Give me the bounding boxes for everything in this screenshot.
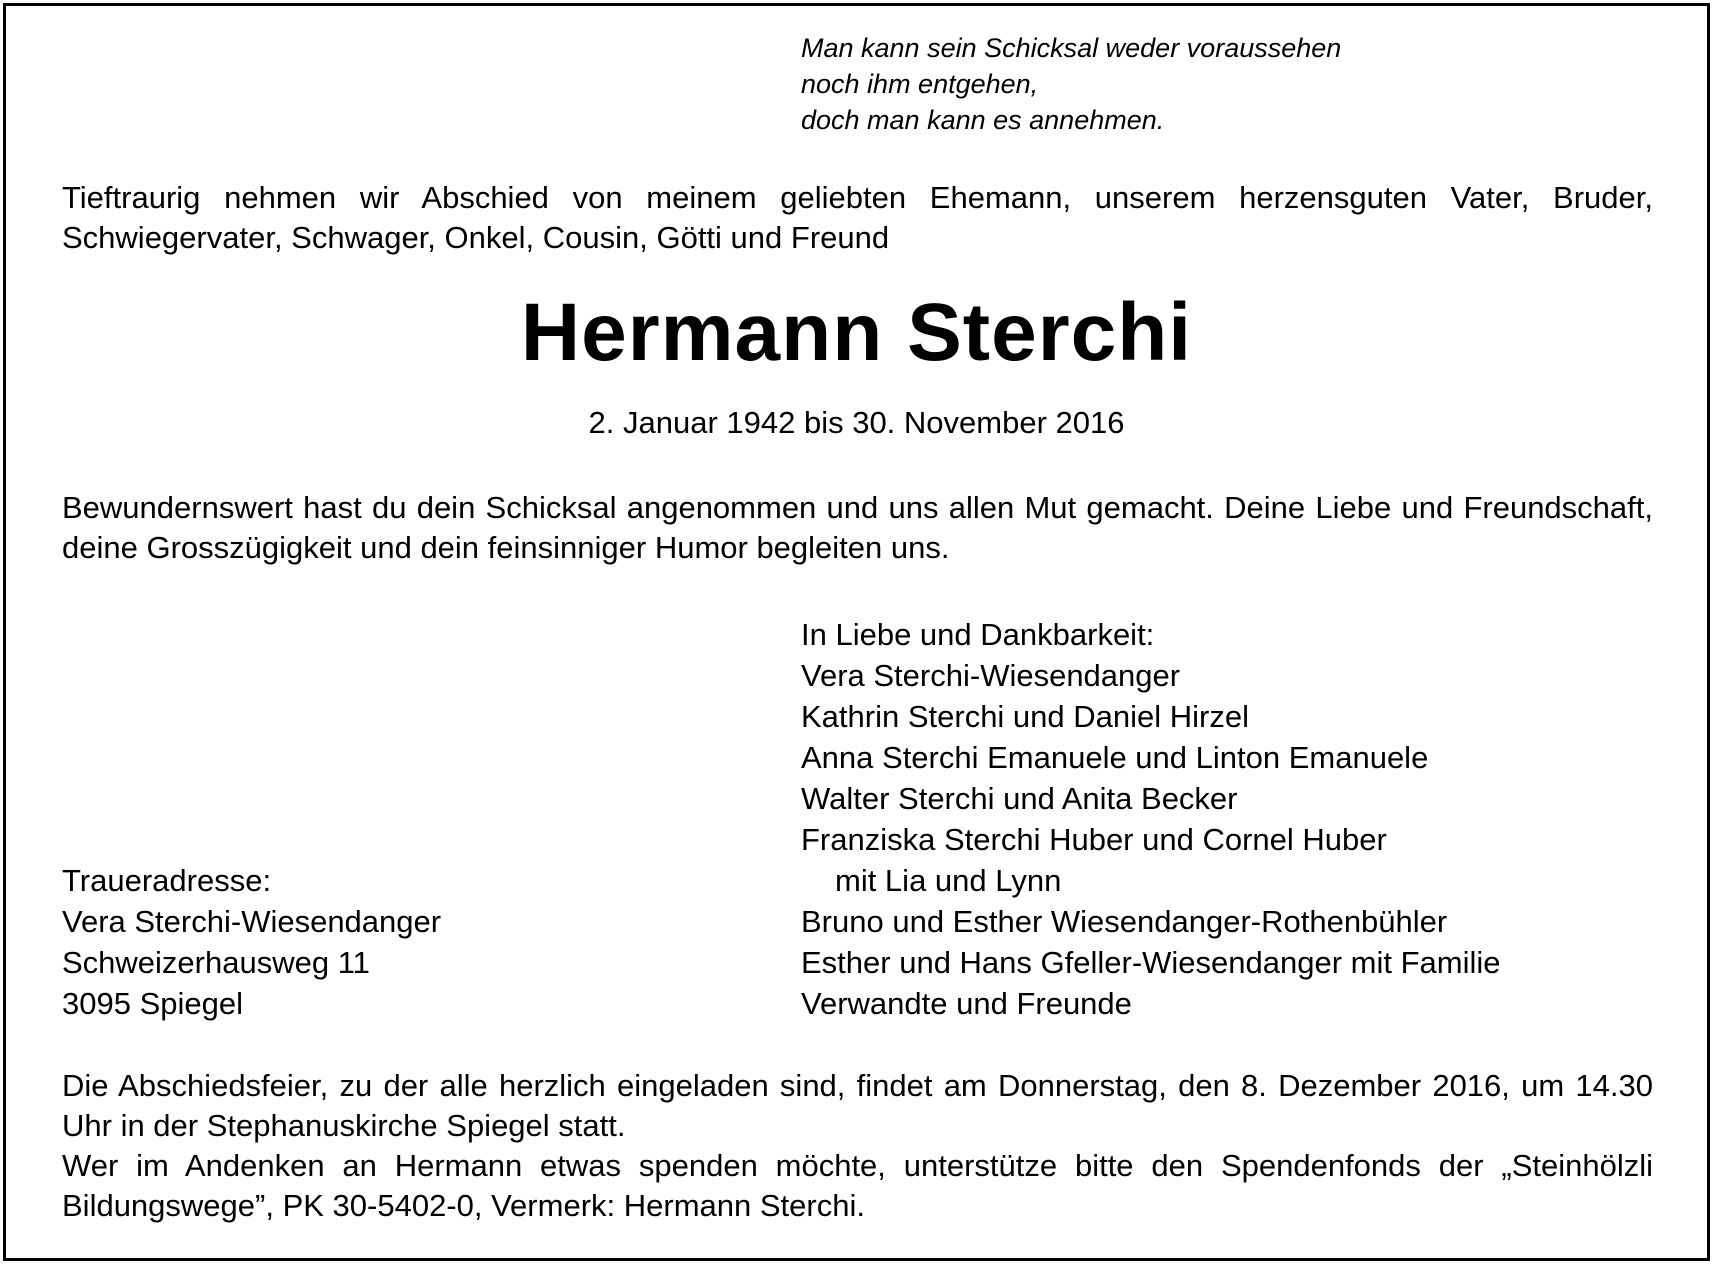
mourner-line: Walter Sterchi und Anita Becker <box>801 781 1238 816</box>
mourners-heading: In Liebe und Dankbarkeit: <box>801 617 1155 652</box>
donation-text: Wer im Andenken an Hermann etwas spenden möchte, unterstütze bitte den Spendenfonds der „Steinhölzli Bildungswege”, PK 30-5402-0, Vermerk: Hermann Sterchi. <box>62 1148 1653 1223</box>
ceremony-text: Die Abschiedsfeier, zu der alle herzlich eingeladen sind, findet am Donnerstag, den 8. Dezember 2016, um 14.30 Uhr in der Stephanuskirche Spiegel statt. <box>62 1068 1653 1143</box>
mourner-line: Franziska Sterchi Huber und Cornel Huber <box>801 822 1387 857</box>
address-city: 3095 Spiegel <box>62 986 243 1021</box>
motto-line: Man kann sein Schicksal weder voraussehen <box>801 33 1342 63</box>
life-dates: 2. Januar 1942 bis 30. November 2016 <box>588 405 1125 440</box>
mourning-address <box>62 860 441 1024</box>
mourner-line: Verwandte und Freunde <box>801 986 1132 1021</box>
motto-line: doch man kann es annehmen. <box>801 105 1165 135</box>
mourner-line: Esther und Hans Gfeller-Wiesendanger mit Familie <box>801 945 1501 980</box>
intro-text: Tieftraurig nehmen wir Abschied von meinem geliebten Ehemann, unserem herzensguten Vater, Bruder, Schwiegervater, Schwager, Onkel, Cousin, Götti und Freund <box>62 180 1653 255</box>
deceased-name: Hermann Sterchi <box>520 287 1193 378</box>
service-info <box>62 1066 1653 1226</box>
motto-quote <box>801 30 1341 138</box>
mourner-line: Bruno und Esther Wiesendanger-Rothenbühler <box>801 904 1448 939</box>
mourner-line: Anna Sterchi Emanuele und Linton Emanuele <box>801 740 1429 775</box>
motto-line: noch ihm entgehen, <box>801 69 1039 99</box>
mourner-line: mit Lia und Lynn <box>835 863 1062 898</box>
address-heading: Traueradresse: <box>62 863 272 898</box>
tribute-text: Bewundernswert hast du dein Schicksal angenommen und uns allen Mut gemacht. Deine Liebe und Freundschaft, deine Grosszügigkeit und dein feinsinniger Humor begleiten uns. <box>62 490 1653 565</box>
mourners-list <box>801 614 1501 1024</box>
mourner-line: Vera Sterchi-Wiesendanger <box>801 658 1181 693</box>
address-name: Vera Sterchi-Wiesendanger <box>62 904 442 939</box>
mourner-line: Kathrin Sterchi und Daniel Hirzel <box>801 699 1249 734</box>
address-street: Schweizerhausweg 11 <box>62 945 370 980</box>
